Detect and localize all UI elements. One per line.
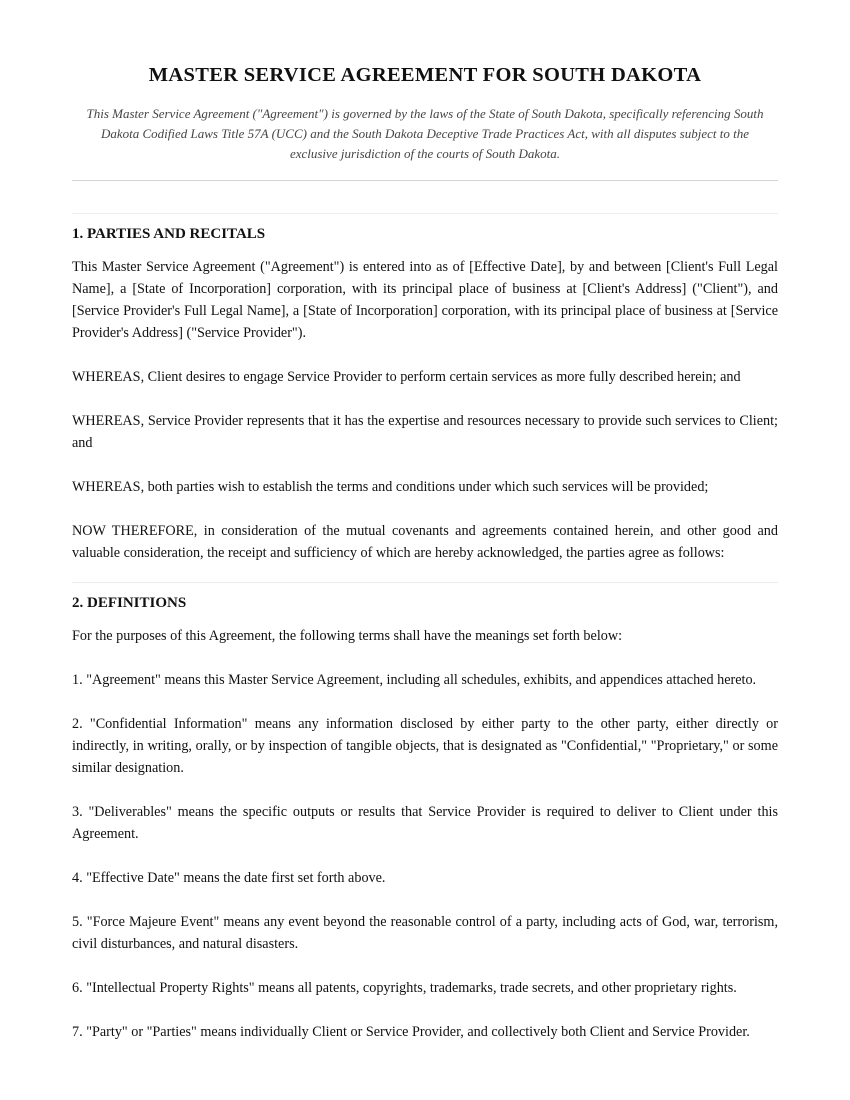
document-page: [72, 0, 778, 1043]
paragraph: WHEREAS, Service Provider represents that it has the expertise and resources necessary to provide such services to Client; and: [72, 413, 778, 451]
document-subtitle: This Master Service Agreement ("Agreement") is governed by the laws of the State of South Dakota, specifically referencing South Dakota Codified Laws Title 57A (UCC) and the South Dakota Deceptive Trade Practices Act, with all disputes subject to the exclusive jurisdiction of the courts of South Dakota.: [86, 106, 764, 161]
section-divider: [72, 213, 778, 214]
definition-item: 3. "Deliverables" means the specific outputs or results that Service Provider is required to deliver to Client under this Agreement.: [72, 804, 778, 842]
document-title: MASTER SERVICE AGREEMENT FOR SOUTH DAKOTA: [148, 64, 702, 86]
paragraph: WHEREAS, both parties wish to establish the terms and conditions under which such services will be provided;: [72, 479, 709, 495]
definition-item: 6. "Intellectual Property Rights" means all patents, copyrights, trademarks, trade secrets, and other proprietary rights.: [72, 980, 737, 996]
definition-item: 1. "Agreement" means this Master Service Agreement, including all schedules, exhibits, and appendices attached hereto.: [72, 672, 757, 688]
definition-item: 2. "Confidential Information" means any information disclosed by either party to the other party, either directly or indirectly, in writing, orally, or by inspection of tangible objects, that is designated as "Confidential," "Proprietary," or some similar designation.: [72, 716, 778, 776]
definition-item: 4. "Effective Date" means the date first set forth above.: [72, 870, 386, 886]
section-heading: 2. DEFINITIONS: [72, 595, 187, 611]
section-heading: 1. PARTIES AND RECITALS: [72, 226, 266, 242]
section-parties-and-recitals: [72, 226, 778, 564]
definition-item: 7. "Party" or "Parties" means individually Client or Service Provider, and collectively both Client and Service Provider.: [72, 1024, 750, 1040]
paragraph: NOW THEREFORE, in consideration of the mutual covenants and agreements contained herein, and other good and valuable consideration, the receipt and sufficiency of which are hereby acknowledged, the parties agree as follows:: [72, 523, 778, 561]
paragraph: For the purposes of this Agreement, the following terms shall have the meanings set forth below:: [72, 628, 623, 644]
section-definitions: [72, 595, 778, 1043]
section-divider: [72, 582, 778, 583]
paragraph: This Master Service Agreement ("Agreement") is entered into as of [Effective Date], by and between [Client's Full Legal Name], a [State of Incorporation] corporation, with its principal place of business at [Client's Address] ("Client"), and [Service Provider's Full Legal Name], a [State of Incorporation] corporation, with its principal place of business at [Service Provider's Address] ("Service Provider").: [72, 259, 778, 341]
title-divider: [72, 180, 778, 181]
paragraph: WHEREAS, Client desires to engage Service Provider to perform certain services as more fully described herein; and: [72, 369, 741, 385]
definition-item: 5. "Force Majeure Event" means any event beyond the reasonable control of a party, including acts of God, war, terrorism, civil disturbances, and natural disasters.: [72, 914, 778, 952]
